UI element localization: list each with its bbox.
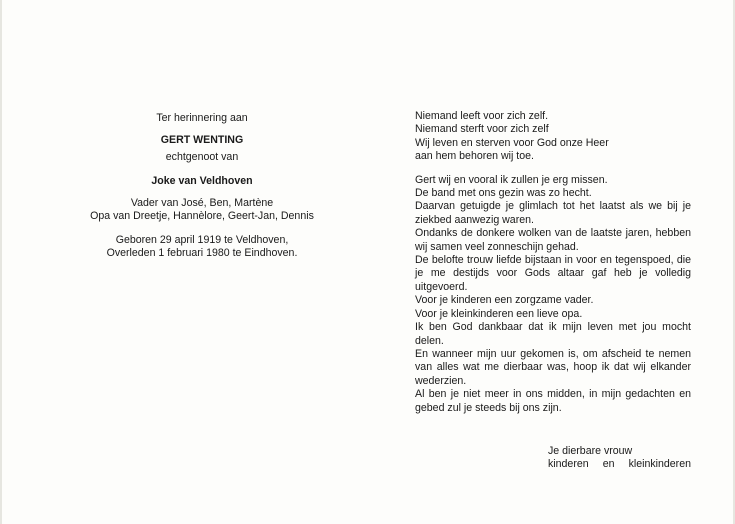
grandchildren-text: Opa van Dreetje, Hannèlore, Geert-Jan, Dennis xyxy=(90,210,314,223)
tribute-paragraph: Ik ben God dankbaar dat ik mijn leven met jou mocht delen. xyxy=(415,321,691,347)
tribute-paragraph: Voor je kleinkinderen een lieve opa. xyxy=(415,307,583,320)
memorial-text xyxy=(415,110,691,425)
tribute-paragraph: En wanneer mijn uur gekomen is, om afscheid te nemen van alles wat me dierbaar was, hoop ik dat wij elkander wederzien. xyxy=(415,347,691,387)
tribute-paragraph: Gert wij en vooral ik zullen je erg missen. xyxy=(415,173,608,186)
poem xyxy=(415,110,691,164)
deceased-name: GERT WENTING xyxy=(160,134,244,147)
tribute-text xyxy=(415,174,691,415)
poem-line: aan hem behoren wij toe. xyxy=(415,150,534,163)
poem-line: Wij leven en sterven voor God onze Heer xyxy=(415,136,609,149)
tribute-paragraph: De band met ons gezin was zo hecht. xyxy=(415,187,592,200)
intro-text: Ter herinnering aan xyxy=(156,112,248,124)
spouse-name: Joke van Veldhoven xyxy=(151,174,253,187)
memorial-details xyxy=(42,112,362,261)
signature-line: Je dierbare vrouw xyxy=(548,445,633,457)
tribute-paragraph: De belofte trouw liefde bijstaan in voor en tegenspoed, die je me destijds voor Gods altaar gaf heb je volledig uitgevoerd. xyxy=(415,254,691,293)
tribute-paragraph: Voor je kinderen een zorgzame vader. xyxy=(415,294,594,307)
signature xyxy=(548,445,718,472)
born-text: Geboren 29 april 1919 te Veldhoven, xyxy=(115,234,289,247)
relation-text: echtgenoot van xyxy=(165,151,239,164)
signature-line: kinderen en kleinkinderen xyxy=(548,458,691,471)
children-text: Vader van José, Ben, Martène xyxy=(130,196,274,209)
poem-line: Niemand leeft voor zich zelf. xyxy=(415,110,549,122)
died-text: Overleden 1 februari 1980 te Eindhoven. xyxy=(106,247,298,260)
tribute-paragraph: Daarvan getuigde je glimlach tot het laatst als we bij je ziekbed aanwezig waren. xyxy=(415,200,691,226)
tribute-paragraph: Ondanks de donkere wolken van de laatste jaren, hebben wij samen veel zonneschijn gehad. xyxy=(415,227,691,253)
poem-line: Niemand sterft voor zich zelf xyxy=(415,123,549,136)
tribute-paragraph: Al ben je niet meer in ons midden, in mijn gedachten en gebed zul je steeds bij ons zijn. xyxy=(415,388,691,414)
